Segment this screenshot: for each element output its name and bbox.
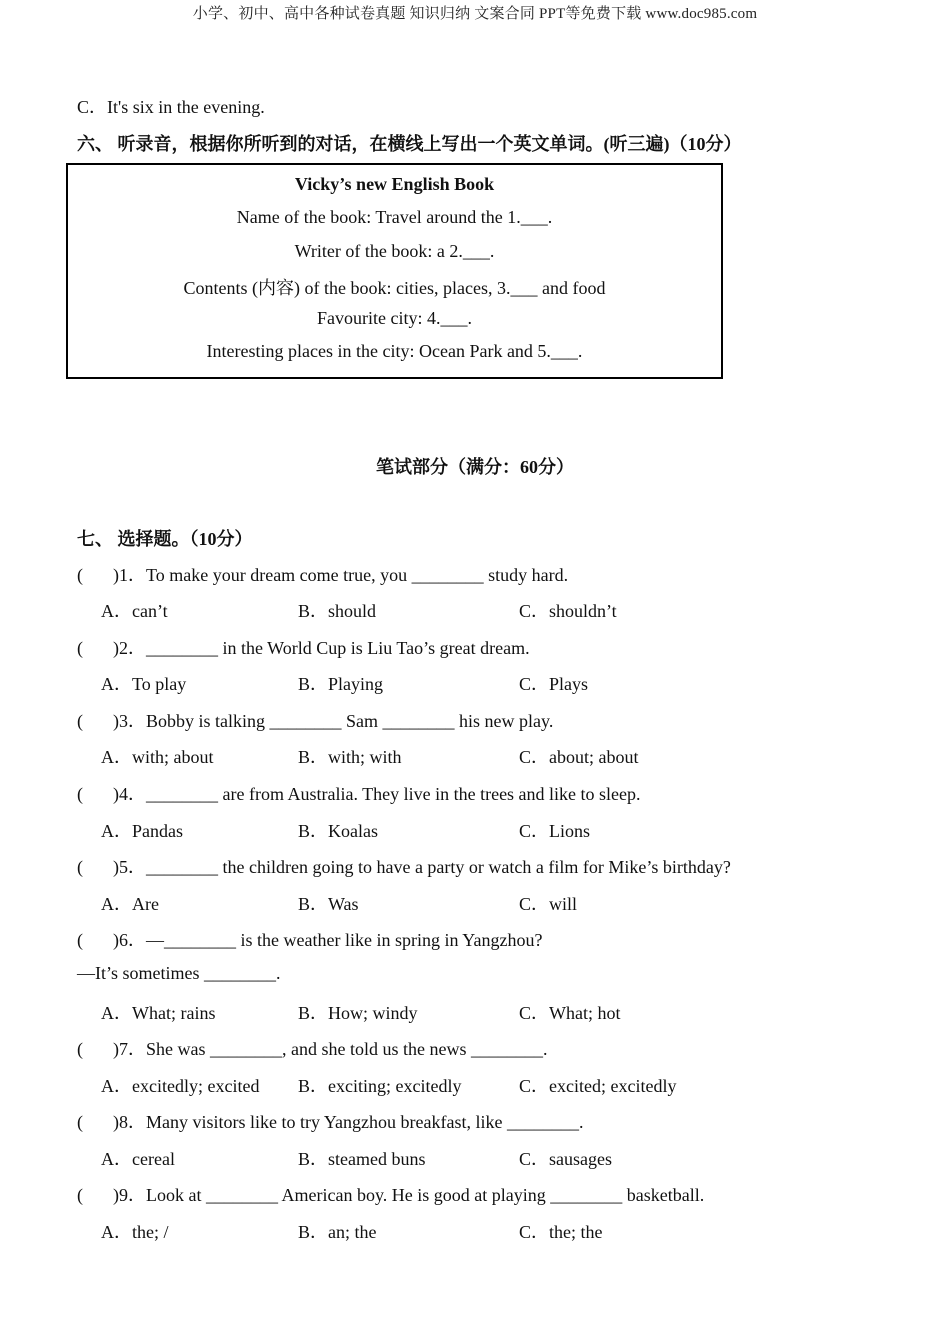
answer-paren[interactable]: ( bbox=[77, 1185, 83, 1205]
question-4 bbox=[77, 780, 641, 806]
answer-paren[interactable]: ( bbox=[77, 565, 83, 585]
question-stem: )2．________ in the World Cup is Liu Tao’s great dream. bbox=[113, 638, 530, 658]
box-line-5: Interesting places in the city: Ocean Park and 5.___. bbox=[206, 341, 583, 361]
q4-option-c: C．Lions bbox=[519, 821, 591, 841]
question-2 bbox=[77, 634, 530, 660]
question-stem: )6．—________ is the weather like in spring in Yangzhou? bbox=[113, 930, 543, 950]
answer-paren[interactable]: ( bbox=[77, 1112, 83, 1132]
question-1 bbox=[77, 561, 568, 587]
q2-option-c: C．Plays bbox=[519, 674, 589, 694]
answer-paren[interactable]: ( bbox=[77, 857, 83, 877]
q2-option-b: B．Playing bbox=[298, 674, 384, 694]
q4-option-a: A．Pandas bbox=[101, 821, 183, 841]
q8-option-a: A．cereal bbox=[101, 1149, 175, 1169]
section-7-title: 七、 选择题。（10分） bbox=[77, 529, 253, 549]
q5-option-a: A．Are bbox=[101, 894, 159, 914]
q8-option-b: B．steamed buns bbox=[298, 1149, 426, 1169]
answer-paren[interactable]: ( bbox=[77, 1039, 83, 1059]
previous-option-c: C．It's six in the evening. bbox=[77, 97, 265, 117]
q1-option-a: A．can’t bbox=[101, 601, 168, 621]
question-5 bbox=[77, 853, 731, 879]
answer-paren[interactable]: ( bbox=[77, 711, 83, 731]
question-stem: )8．Many visitors like to try Yangzhou breakfast, like ________. bbox=[113, 1112, 584, 1132]
q3-option-b: B．with; with bbox=[298, 747, 402, 767]
question-stem: )1．To make your dream come true, you ________ study hard. bbox=[113, 565, 569, 585]
q8-option-c: C．sausages bbox=[519, 1149, 612, 1169]
q7-option-b: B．exciting; excitedly bbox=[298, 1076, 462, 1096]
q3-option-a: A．with; about bbox=[101, 747, 214, 767]
q7-option-c: C．excited; excitedly bbox=[519, 1076, 677, 1096]
q1-option-b: B．should bbox=[298, 601, 377, 621]
q2-option-a: A．To play bbox=[101, 674, 187, 694]
answer-paren[interactable]: ( bbox=[77, 638, 83, 658]
question-stem: )3．Bobby is talking ________ Sam ________ his new play. bbox=[113, 711, 554, 731]
q3-option-c: C．about; about bbox=[519, 747, 639, 767]
question-6-line-2: —It’s sometimes ________. bbox=[77, 963, 281, 983]
q6-option-a: A．What; rains bbox=[101, 1003, 216, 1023]
q4-option-b: B．Koalas bbox=[298, 821, 378, 841]
question-stem: )5．________ the children going to have a party or watch a film for Mike’s birthday? bbox=[113, 857, 731, 877]
box-line-3: Contents (内容) of the book: cities, places, 3.___ and food bbox=[183, 278, 606, 298]
box-line-2: Writer of the book: a 2.___. bbox=[294, 241, 495, 261]
answer-paren[interactable]: ( bbox=[77, 930, 83, 950]
q9-option-c: C．the; the bbox=[519, 1222, 603, 1242]
question-7 bbox=[77, 1035, 547, 1061]
q9-option-b: B．an; the bbox=[298, 1222, 377, 1242]
q6-option-c: C．What; hot bbox=[519, 1003, 621, 1023]
question-stem: )9．Look at ________ American boy. He is good at playing ________ basketball. bbox=[113, 1185, 705, 1205]
q5-option-b: B．Was bbox=[298, 894, 359, 914]
q5-option-c: C．will bbox=[519, 894, 578, 914]
page-header: 小学、初中、高中各种试卷真题 知识归纳 文案合同 PPT等免费下载 www.doc985.com bbox=[192, 6, 758, 22]
section-6-title: 六、 听录音，根据你所听到的对话，在横线上写出一个英文单词。(听三遍)（10分） bbox=[77, 134, 742, 154]
q6-option-b: B．How; windy bbox=[298, 1003, 418, 1023]
question-stem: )7．She was ________, and she told us the news ________. bbox=[113, 1039, 548, 1059]
q1-option-c: C．shouldn’t bbox=[519, 601, 617, 621]
question-3 bbox=[77, 707, 553, 733]
box-line-4: Favourite city: 4.___. bbox=[317, 308, 472, 328]
box-line-1: Name of the book: Travel around the 1.___. bbox=[236, 207, 553, 227]
q9-option-a: A．the; / bbox=[101, 1222, 169, 1242]
question-stem: )4．________ are from Australia. They live in the trees and like to sleep. bbox=[113, 784, 641, 804]
question-9 bbox=[77, 1181, 704, 1207]
box-title: Vicky’s new English Book bbox=[294, 174, 495, 194]
question-6 bbox=[77, 926, 542, 952]
answer-paren[interactable]: ( bbox=[77, 784, 83, 804]
written-part-title: 笔试部分（满分：60分） bbox=[376, 457, 574, 477]
question-8 bbox=[77, 1108, 583, 1134]
listening-info-box bbox=[66, 163, 723, 379]
q7-option-a: A．excitedly; excited bbox=[101, 1076, 260, 1096]
